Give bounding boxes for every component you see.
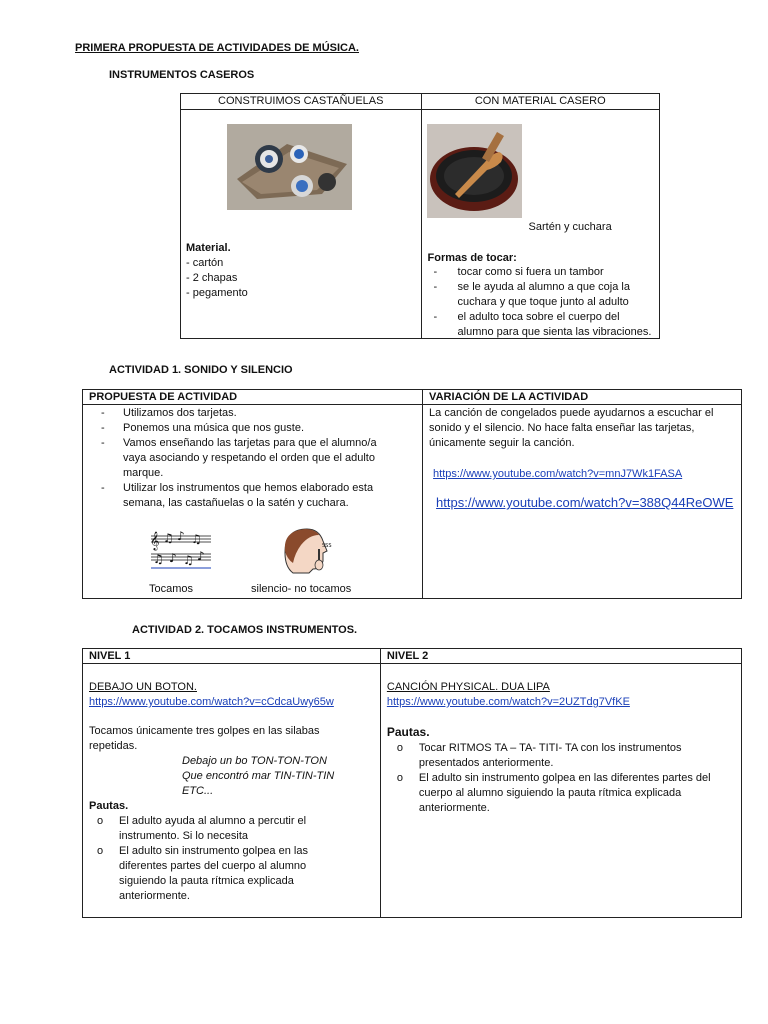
n1-text: Tocamos únicamente tres golpes en las silabas repetidas. <box>89 725 320 752</box>
svg-text:♫: ♫ <box>163 531 174 545</box>
material-label: Material. <box>186 242 231 254</box>
n1-pautas-label: Pautas. <box>89 800 129 812</box>
table3-cell-nivel2 <box>380 664 741 918</box>
table1-cell-castanuelas <box>181 110 422 339</box>
page-title: PRIMERA PROPUESTA DE ACTIVIDADES DE MÚSICA. <box>75 42 359 54</box>
list-item: - Ponemos una música que nos guste. <box>83 421 383 436</box>
material-item: - 2 chapas <box>186 272 238 284</box>
list-item: - Vamos enseñando las tarjetas para que el alumno/a vaya asociando y respetando el orden que el adulto marque. <box>83 436 383 481</box>
formas-label: Formas de tocar: <box>427 252 517 264</box>
list-item: - se le ayuda al alumno a que coja la cuchara y que toque junto al adulto <box>428 280 653 310</box>
youtube-link-1[interactable]: https://www.youtube.com/watch?v=mnJ7Wk1FASA <box>433 468 683 480</box>
table2-header-propuesta: PROPUESTA DE ACTIVIDAD <box>83 390 423 405</box>
table-actividad1 <box>82 389 742 599</box>
variation-text: La canción de congelados puede ayudarnos a escuchar el sonido y el silencio. No hace falta enseñar las tarjetas, únicamente seguir la canción. <box>429 407 714 449</box>
list-item: o El adulto sin instrumento golpea en las diferentes partes del cuerpo al alumno siguiendo la pauta rítmica explicada anteriormente. <box>389 771 719 816</box>
n2-pautas-label: Pautas. <box>386 725 430 739</box>
svg-text:𝄞: 𝄞 <box>150 531 160 550</box>
table-instrumentos <box>180 93 660 339</box>
card-label-tocamos: Tocamos <box>149 583 194 595</box>
propuesta-list <box>83 405 383 511</box>
pan-caption: Sartén y cuchara <box>528 221 612 233</box>
n1-song-title: DEBAJO UN BOTON. <box>89 681 197 693</box>
list-item: - Utilizar los instrumentos que hemos elaborado esta semana, las castañuelas o la satén y cuchara. <box>83 481 383 511</box>
card-label-silencio: silencio- no tocamos <box>251 583 352 595</box>
table3-header-nivel1: NIVEL 1 <box>83 649 381 664</box>
svg-text:♪: ♪ <box>177 529 185 543</box>
n2-pautas-list <box>389 741 719 816</box>
table1-cell-material <box>421 110 659 339</box>
table-actividad2 <box>82 648 742 918</box>
castanets-image <box>227 124 352 210</box>
table2-header-variacion: VARIACIÓN DE LA ACTIVIDAD <box>423 390 742 405</box>
material-item: - cartón <box>186 257 224 269</box>
list-item: o El adulto ayuda al alumno a percutir el instrumento. Si lo necesita <box>89 814 334 844</box>
table3-header-nivel2: NIVEL 2 <box>380 649 741 664</box>
n1-lyrics-line: Debajo un bo TON-TON-TON <box>182 755 327 767</box>
section-heading-actividad2: ACTIVIDAD 2. TOCAMOS INSTRUMENTOS. <box>132 624 358 636</box>
table2-cell-propuesta <box>83 405 423 599</box>
pan-image <box>427 124 522 218</box>
list-item: o Tocar RITMOS TA – TA- TITI- TA con los instrumentos presentados anteriormente. <box>389 741 719 771</box>
svg-text:♫: ♫ <box>183 553 194 567</box>
svg-text:♫: ♫ <box>191 532 202 546</box>
list-item: - el adulto toca sobre el cuerpo del alumno para que sienta las vibraciones. <box>428 310 653 340</box>
list-item: - tocar como si fuera un tambor <box>428 265 653 280</box>
n1-lyrics-line: ETC... <box>182 785 214 797</box>
music-notes-icon <box>149 526 213 570</box>
n2-song-title: CANCIÓN PHYSICAL. DUA LIPA <box>386 681 550 693</box>
section-heading-actividad1: ACTIVIDAD 1. SONIDO Y SILENCIO <box>109 364 293 376</box>
svg-text:♪: ♪ <box>197 549 205 563</box>
formas-list <box>428 265 653 340</box>
silence-text: SSS <box>322 543 332 549</box>
n1-youtube-link[interactable]: https://www.youtube.com/watch?v=cCdcaUwy65w <box>89 696 334 708</box>
table1-header-material: CON MATERIAL CASERO <box>421 94 659 110</box>
youtube-link-2[interactable]: https://www.youtube.com/watch?v=388Q44ReOWE <box>436 495 734 510</box>
table1-header-castanuelas: CONSTRUIMOS CASTAÑUELAS <box>181 94 422 110</box>
material-item: - pegamento <box>186 287 248 299</box>
n1-pautas-list <box>89 814 334 904</box>
svg-text:♫: ♫ <box>153 552 164 566</box>
n2-youtube-link[interactable]: https://www.youtube.com/watch?v=2UZTdg7VfKE <box>386 696 630 708</box>
table3-cell-nivel1 <box>83 664 381 918</box>
svg-text:♪: ♪ <box>169 551 177 565</box>
list-item: o El adulto sin instrumento golpea en las diferentes partes del cuerpo al alumno siguiendo la pauta rítmica explicada anteriormente. <box>89 844 334 904</box>
section-heading-instrumentos: INSTRUMENTOS CASEROS <box>109 69 255 81</box>
n1-lyrics-line: Que encontró mar TIN-TIN-TIN <box>182 770 335 782</box>
table2-cell-variacion <box>423 405 742 599</box>
list-item: - Utilizamos dos tarjetas. <box>83 406 383 421</box>
silence-face-icon <box>279 523 335 579</box>
